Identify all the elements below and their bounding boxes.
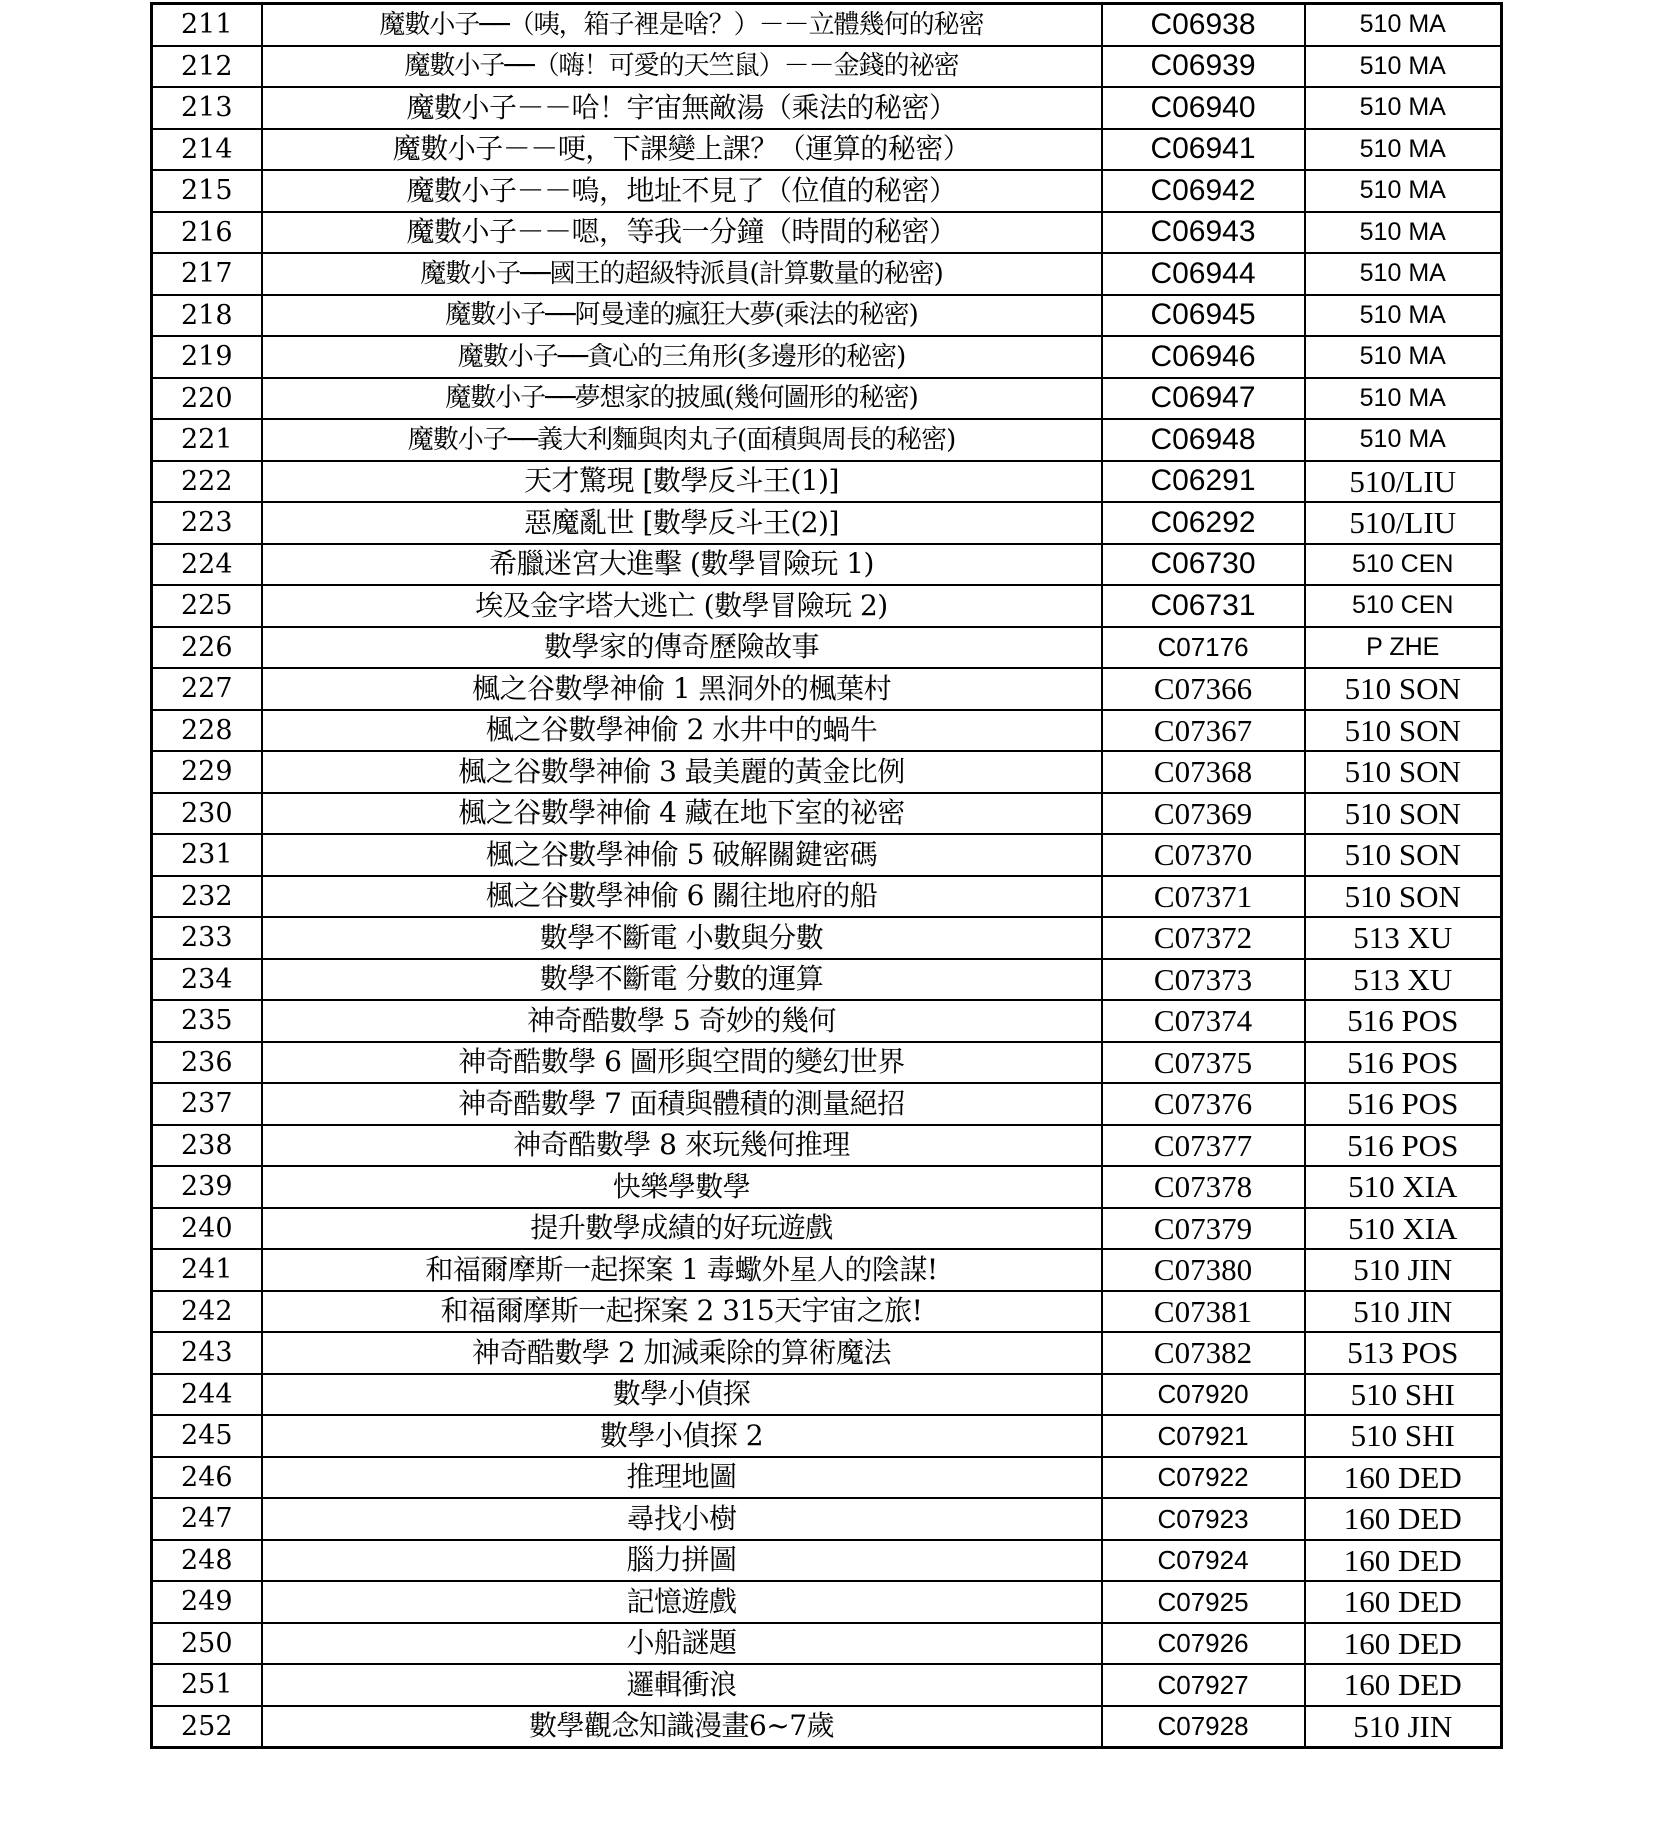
call-number-cell: P ZHE <box>1305 627 1502 669</box>
table-row <box>152 668 1502 710</box>
accession-code-cell: C06943 <box>1102 212 1305 254</box>
book-title-cell: 數學不斷電 小數與分數 <box>262 917 1102 959</box>
accession-code-cell: C07371 <box>1102 876 1305 918</box>
call-number-cell: 510 SON <box>1305 834 1502 876</box>
book-title-cell: 魔數小子──阿曼達的瘋狂大夢(乘法的秘密) <box>262 295 1102 337</box>
book-title-cell: 魔數小子──義大利麵與肉丸子(面積與周長的秘密) <box>262 419 1102 461</box>
row-number-cell: 246 <box>152 1457 262 1499</box>
row-number-cell: 214 <box>152 129 262 171</box>
accession-code-cell: C07376 <box>1102 1083 1305 1125</box>
table-row <box>152 461 1502 503</box>
call-number-cell: 513 XU <box>1305 917 1502 959</box>
book-title-cell: 楓之谷數學神偷 5 破解關鍵密碼 <box>262 834 1102 876</box>
table-row <box>152 1125 1502 1167</box>
book-title-cell: 楓之谷數學神偷 4 藏在地下室的祕密 <box>262 793 1102 835</box>
book-title-cell: 和福爾摩斯一起探案 2 315天宇宙之旅! <box>262 1291 1102 1333</box>
accession-code-cell: C07379 <box>1102 1208 1305 1250</box>
book-title-cell: 魔數小子－－哈！宇宙無敵湯（乘法的秘密） <box>262 87 1102 129</box>
accession-code-cell: C07926 <box>1102 1623 1305 1665</box>
call-number-cell: 510 MA <box>1305 87 1502 129</box>
table-row <box>152 917 1502 959</box>
row-number-cell: 241 <box>152 1249 262 1291</box>
accession-code-cell: C06731 <box>1102 585 1305 627</box>
row-number-cell: 245 <box>152 1415 262 1457</box>
call-number-cell: 516 POS <box>1305 1125 1502 1167</box>
book-title-cell: 埃及金字塔大逃亡 (數學冒險玩 2) <box>262 585 1102 627</box>
call-number-cell: 510 JIN <box>1305 1706 1502 1748</box>
row-number-cell: 249 <box>152 1581 262 1623</box>
call-number-cell: 516 POS <box>1305 1083 1502 1125</box>
table-row <box>152 1249 1502 1291</box>
book-title-cell: 數學小偵探 2 <box>262 1415 1102 1457</box>
table-row <box>152 419 1502 461</box>
accession-code-cell: C07374 <box>1102 1000 1305 1042</box>
book-title-cell: 惡魔亂世 [數學反斗王(2)] <box>262 502 1102 544</box>
book-list-sheet <box>150 2 1500 1749</box>
table-row <box>152 793 1502 835</box>
book-title-cell: 魔數小子－－嗚，地址不見了（位值的秘密） <box>262 170 1102 212</box>
row-number-cell: 248 <box>152 1540 262 1582</box>
row-number-cell: 250 <box>152 1623 262 1665</box>
accession-code-cell: C07920 <box>1102 1374 1305 1416</box>
call-number-cell: 513 POS <box>1305 1332 1502 1374</box>
accession-code-cell: C07928 <box>1102 1706 1305 1748</box>
table-row <box>152 834 1502 876</box>
call-number-cell: 510 SON <box>1305 668 1502 710</box>
row-number-cell: 225 <box>152 585 262 627</box>
book-catalog-table <box>150 2 1503 1749</box>
row-number-cell: 215 <box>152 170 262 212</box>
table-row <box>152 1415 1502 1457</box>
book-title-cell: 尋找小樹 <box>262 1498 1102 1540</box>
row-number-cell: 221 <box>152 419 262 461</box>
call-number-cell: 516 POS <box>1305 1000 1502 1042</box>
row-number-cell: 243 <box>152 1332 262 1374</box>
call-number-cell: 516 POS <box>1305 1042 1502 1084</box>
row-number-cell: 217 <box>152 253 262 295</box>
call-number-cell: 160 DED <box>1305 1581 1502 1623</box>
book-title-cell: 提升數學成績的好玩遊戲 <box>262 1208 1102 1250</box>
book-title-cell: 數學家的傳奇歷險故事 <box>262 627 1102 669</box>
accession-code-cell: C07922 <box>1102 1457 1305 1499</box>
call-number-cell: 510 CEN <box>1305 585 1502 627</box>
accession-code-cell: C07380 <box>1102 1249 1305 1291</box>
table-row <box>152 1166 1502 1208</box>
call-number-cell: 160 DED <box>1305 1457 1502 1499</box>
book-title-cell: 神奇酷數學 6 圖形與空間的變幻世界 <box>262 1042 1102 1084</box>
table-row <box>152 1581 1502 1623</box>
row-number-cell: 222 <box>152 461 262 503</box>
table-row <box>152 959 1502 1001</box>
table-row <box>152 212 1502 254</box>
table-row <box>152 1291 1502 1333</box>
row-number-cell: 212 <box>152 46 262 88</box>
book-title-cell: 神奇酷數學 7 面積與體積的測量絕招 <box>262 1083 1102 1125</box>
call-number-cell: 160 DED <box>1305 1664 1502 1706</box>
book-title-cell: 魔數小子－－嗯，等我一分鐘（時間的秘密） <box>262 212 1102 254</box>
call-number-cell: 510 MA <box>1305 253 1502 295</box>
call-number-cell: 510 MA <box>1305 170 1502 212</box>
book-title-cell: 魔數小子──（咦，箱子裡是啥？）－－立體幾何的秘密 <box>262 4 1102 46</box>
table-row <box>152 253 1502 295</box>
call-number-cell: 160 DED <box>1305 1623 1502 1665</box>
row-number-cell: 235 <box>152 1000 262 1042</box>
table-row <box>152 46 1502 88</box>
accession-code-cell: C07927 <box>1102 1664 1305 1706</box>
table-row <box>152 544 1502 586</box>
table-row <box>152 1332 1502 1374</box>
call-number-cell: 510 XIA <box>1305 1166 1502 1208</box>
accession-code-cell: C06941 <box>1102 129 1305 171</box>
book-title-cell: 希臘迷宮大進擊 (數學冒險玩 1) <box>262 544 1102 586</box>
accession-code-cell: C06291 <box>1102 461 1305 503</box>
row-number-cell: 240 <box>152 1208 262 1250</box>
call-number-cell: 510/LIU <box>1305 502 1502 544</box>
call-number-cell: 160 DED <box>1305 1540 1502 1582</box>
table-row <box>152 1083 1502 1125</box>
accession-code-cell: C07370 <box>1102 834 1305 876</box>
table-row <box>152 378 1502 420</box>
accession-code-cell: C07375 <box>1102 1042 1305 1084</box>
book-title-cell: 神奇酷數學 2 加減乘除的算術魔法 <box>262 1332 1102 1374</box>
row-number-cell: 230 <box>152 793 262 835</box>
accession-code-cell: C07367 <box>1102 710 1305 752</box>
table-row <box>152 87 1502 129</box>
table-row <box>152 1540 1502 1582</box>
accession-code-cell: C07382 <box>1102 1332 1305 1374</box>
accession-code-cell: C07921 <box>1102 1415 1305 1457</box>
row-number-cell: 234 <box>152 959 262 1001</box>
call-number-cell: 160 DED <box>1305 1498 1502 1540</box>
accession-code-cell: C06946 <box>1102 336 1305 378</box>
accession-code-cell: C07377 <box>1102 1125 1305 1167</box>
accession-code-cell: C07378 <box>1102 1166 1305 1208</box>
book-title-cell: 天才驚現 [數學反斗王(1)] <box>262 461 1102 503</box>
call-number-cell: 510 XIA <box>1305 1208 1502 1250</box>
row-number-cell: 232 <box>152 876 262 918</box>
book-title-cell: 楓之谷數學神偷 3 最美麗的黃金比例 <box>262 751 1102 793</box>
table-row <box>152 1208 1502 1250</box>
call-number-cell: 510 MA <box>1305 295 1502 337</box>
accession-code-cell: C07369 <box>1102 793 1305 835</box>
row-number-cell: 220 <box>152 378 262 420</box>
row-number-cell: 251 <box>152 1664 262 1706</box>
table-row <box>152 1664 1502 1706</box>
book-title-cell: 魔數小子──夢想家的披風(幾何圖形的秘密) <box>262 378 1102 420</box>
row-number-cell: 227 <box>152 668 262 710</box>
book-title-cell: 腦力拼圖 <box>262 1540 1102 1582</box>
table-row <box>152 295 1502 337</box>
table-row <box>152 336 1502 378</box>
row-number-cell: 211 <box>152 4 262 46</box>
row-number-cell: 216 <box>152 212 262 254</box>
book-title-cell: 神奇酷數學 5 奇妙的幾何 <box>262 1000 1102 1042</box>
table-row <box>152 1374 1502 1416</box>
call-number-cell: 510 SHI <box>1305 1415 1502 1457</box>
call-number-cell: 510 SHI <box>1305 1374 1502 1416</box>
table-row <box>152 1623 1502 1665</box>
book-title-cell: 楓之谷數學神偷 6 關往地府的船 <box>262 876 1102 918</box>
row-number-cell: 231 <box>152 834 262 876</box>
book-title-cell: 魔數小子──貪心的三角形(多邊形的秘密) <box>262 336 1102 378</box>
book-title-cell: 邏輯衝浪 <box>262 1664 1102 1706</box>
accession-code-cell: C06945 <box>1102 295 1305 337</box>
book-title-cell: 推理地圖 <box>262 1457 1102 1499</box>
call-number-cell: 510 SON <box>1305 793 1502 835</box>
call-number-cell: 510 MA <box>1305 4 1502 46</box>
book-title-cell: 數學觀念知識漫畫6~7歲 <box>262 1706 1102 1748</box>
row-number-cell: 229 <box>152 751 262 793</box>
call-number-cell: 513 XU <box>1305 959 1502 1001</box>
call-number-cell: 510 MA <box>1305 419 1502 461</box>
book-title-cell: 快樂學數學 <box>262 1166 1102 1208</box>
accession-code-cell: C06939 <box>1102 46 1305 88</box>
book-title-cell: 魔數小子──（嗨！可愛的天竺鼠）－－金錢的祕密 <box>262 46 1102 88</box>
row-number-cell: 238 <box>152 1125 262 1167</box>
accession-code-cell: C07925 <box>1102 1581 1305 1623</box>
call-number-cell: 510/LIU <box>1305 461 1502 503</box>
call-number-cell: 510 MA <box>1305 212 1502 254</box>
accession-code-cell: C07372 <box>1102 917 1305 959</box>
call-number-cell: 510 CEN <box>1305 544 1502 586</box>
row-number-cell: 239 <box>152 1166 262 1208</box>
row-number-cell: 224 <box>152 544 262 586</box>
row-number-cell: 244 <box>152 1374 262 1416</box>
book-title-cell: 數學小偵探 <box>262 1374 1102 1416</box>
row-number-cell: 237 <box>152 1083 262 1125</box>
accession-code-cell: C06292 <box>1102 502 1305 544</box>
table-row <box>152 710 1502 752</box>
book-title-cell: 記憶遊戲 <box>262 1581 1102 1623</box>
call-number-cell: 510 SON <box>1305 751 1502 793</box>
call-number-cell: 510 MA <box>1305 336 1502 378</box>
accession-code-cell: C07176 <box>1102 627 1305 669</box>
row-number-cell: 228 <box>152 710 262 752</box>
table-row <box>152 1457 1502 1499</box>
catalog-body <box>152 4 1502 1748</box>
row-number-cell: 252 <box>152 1706 262 1748</box>
table-row <box>152 1498 1502 1540</box>
table-row <box>152 502 1502 544</box>
accession-code-cell: C07924 <box>1102 1540 1305 1582</box>
call-number-cell: 510 MA <box>1305 378 1502 420</box>
accession-code-cell: C07373 <box>1102 959 1305 1001</box>
accession-code-cell: C07366 <box>1102 668 1305 710</box>
call-number-cell: 510 SON <box>1305 710 1502 752</box>
accession-code-cell: C06944 <box>1102 253 1305 295</box>
row-number-cell: 218 <box>152 295 262 337</box>
call-number-cell: 510 JIN <box>1305 1291 1502 1333</box>
accession-code-cell: C07368 <box>1102 751 1305 793</box>
call-number-cell: 510 SON <box>1305 876 1502 918</box>
book-title-cell: 數學不斷電 分數的運算 <box>262 959 1102 1001</box>
accession-code-cell: C06948 <box>1102 419 1305 461</box>
table-row <box>152 585 1502 627</box>
call-number-cell: 510 MA <box>1305 46 1502 88</box>
accession-code-cell: C06938 <box>1102 4 1305 46</box>
table-row <box>152 170 1502 212</box>
table-row <box>152 4 1502 46</box>
accession-code-cell: C06942 <box>1102 170 1305 212</box>
row-number-cell: 247 <box>152 1498 262 1540</box>
row-number-cell: 219 <box>152 336 262 378</box>
row-number-cell: 223 <box>152 502 262 544</box>
accession-code-cell: C06940 <box>1102 87 1305 129</box>
accession-code-cell: C06947 <box>1102 378 1305 420</box>
accession-code-cell: C07381 <box>1102 1291 1305 1333</box>
call-number-cell: 510 MA <box>1305 129 1502 171</box>
book-title-cell: 小船謎題 <box>262 1623 1102 1665</box>
accession-code-cell: C06730 <box>1102 544 1305 586</box>
row-number-cell: 226 <box>152 627 262 669</box>
table-row <box>152 876 1502 918</box>
row-number-cell: 242 <box>152 1291 262 1333</box>
row-number-cell: 236 <box>152 1042 262 1084</box>
call-number-cell: 510 JIN <box>1305 1249 1502 1291</box>
table-row <box>152 627 1502 669</box>
table-row <box>152 1000 1502 1042</box>
book-title-cell: 魔數小子－－哽，下課變上課？（運算的秘密） <box>262 129 1102 171</box>
table-row <box>152 129 1502 171</box>
table-row <box>152 751 1502 793</box>
book-title-cell: 楓之谷數學神偷 2 水井中的蝸牛 <box>262 710 1102 752</box>
book-title-cell: 和福爾摩斯一起探案 1 毒蠍外星人的陰謀! <box>262 1249 1102 1291</box>
row-number-cell: 213 <box>152 87 262 129</box>
accession-code-cell: C07923 <box>1102 1498 1305 1540</box>
book-title-cell: 神奇酷數學 8 來玩幾何推理 <box>262 1125 1102 1167</box>
table-row <box>152 1042 1502 1084</box>
book-title-cell: 楓之谷數學神偷 1 黑洞外的楓葉村 <box>262 668 1102 710</box>
book-title-cell: 魔數小子──國王的超級特派員(計算數量的秘密) <box>262 253 1102 295</box>
row-number-cell: 233 <box>152 917 262 959</box>
table-row <box>152 1706 1502 1748</box>
